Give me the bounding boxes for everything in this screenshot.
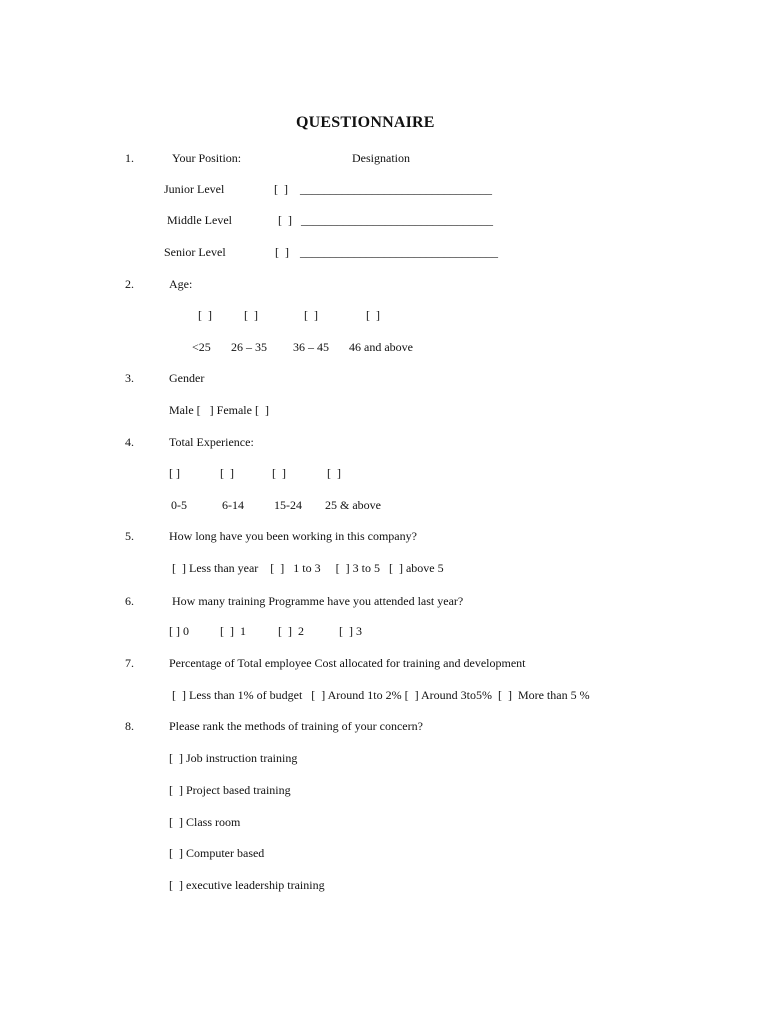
experience-option-0-5: 0-5 xyxy=(171,498,187,512)
method-job-instruction-training[interactable]: [ ] Job instruction training xyxy=(169,751,298,765)
experience-checkbox-0-5[interactable]: [ ] xyxy=(169,466,180,480)
training-count-option-2[interactable]: [ ] 2 xyxy=(278,624,304,638)
question-7-label: Percentage of Total employee Cost allocated for training and development xyxy=(169,656,526,670)
junior-level-label: Junior Level xyxy=(164,182,225,196)
age-checkbox-46-above[interactable]: [ ] xyxy=(366,308,380,322)
question-5-number: 5. xyxy=(125,529,134,543)
training-count-option-3[interactable]: [ ] 3 xyxy=(339,624,362,638)
question-4-number: 4. xyxy=(125,435,134,449)
method-project-based-training[interactable]: [ ] Project based training xyxy=(169,783,291,797)
question-1-label: Your Position: xyxy=(172,151,242,165)
age-option-46-above: 46 and above xyxy=(349,340,413,354)
training-count-option-1[interactable]: [ ] 1 xyxy=(220,624,246,638)
question-6-label: How many training Programme have you attended last year? xyxy=(172,594,464,608)
tenure-options[interactable]: [ ] Less than year [ ] 1 to 3 [ ] 3 to 5 [ ] above 5 xyxy=(172,561,444,575)
middle-level-checkbox[interactable]: [ ] xyxy=(278,213,292,227)
experience-option-15-24: 15-24 xyxy=(274,498,302,512)
question-2-number: 2. xyxy=(125,277,134,291)
designation-header: Designation xyxy=(352,151,410,165)
experience-option-6-14: 6-14 xyxy=(222,498,244,512)
junior-level-checkbox[interactable]: [ ] xyxy=(274,182,288,196)
experience-checkbox-25-above[interactable]: [ ] xyxy=(327,466,341,480)
question-3-number: 3. xyxy=(125,371,134,385)
question-5-label: How long have you been working in this company? xyxy=(169,529,417,543)
question-1-number: 1. xyxy=(125,151,134,165)
question-4-label: Total Experience: xyxy=(169,435,254,449)
senior-level-designation-line[interactable]: _________________________________ xyxy=(300,245,498,259)
middle-level-label: Middle Level xyxy=(167,213,232,227)
age-checkbox-under-25[interactable]: [ ] xyxy=(198,308,212,322)
method-executive-leadership-training[interactable]: [ ] executive leadership training xyxy=(169,878,325,892)
age-checkbox-36-45[interactable]: [ ] xyxy=(304,308,318,322)
training-count-option-0[interactable]: [ ] 0 xyxy=(169,624,189,638)
gender-options[interactable]: Male [ ] Female [ ] xyxy=(169,403,269,417)
question-6-number: 6. xyxy=(125,594,134,608)
middle-level-designation-line[interactable]: ________________________________ xyxy=(301,213,493,227)
question-2-label: Age: xyxy=(169,277,193,291)
age-option-36-45: 36 – 45 xyxy=(293,340,329,354)
age-option-under-25: <25 xyxy=(192,340,211,354)
method-class-room[interactable]: [ ] Class room xyxy=(169,815,241,829)
question-7-number: 7. xyxy=(125,656,134,670)
question-8-number: 8. xyxy=(125,719,134,733)
method-computer-based[interactable]: [ ] Computer based xyxy=(169,846,265,860)
junior-level-designation-line[interactable]: ________________________________ xyxy=(300,182,492,196)
question-8-label: Please rank the methods of training of your concern? xyxy=(169,719,423,733)
question-3-label: Gender xyxy=(169,371,205,385)
training-budget-options[interactable]: [ ] Less than 1% of budget [ ] Around 1to 2% [ ] Around 3to5% [ ] More than 5 % xyxy=(172,688,590,702)
senior-level-checkbox[interactable]: [ ] xyxy=(275,245,289,259)
age-checkbox-26-35[interactable]: [ ] xyxy=(244,308,258,322)
experience-option-25-above: 25 & above xyxy=(325,498,381,512)
senior-level-label: Senior Level xyxy=(164,245,226,259)
experience-checkbox-6-14[interactable]: [ ] xyxy=(220,466,234,480)
page-title: QUESTIONNAIRE xyxy=(296,114,435,131)
experience-checkbox-15-24[interactable]: [ ] xyxy=(272,466,286,480)
age-option-26-35: 26 – 35 xyxy=(231,340,267,354)
